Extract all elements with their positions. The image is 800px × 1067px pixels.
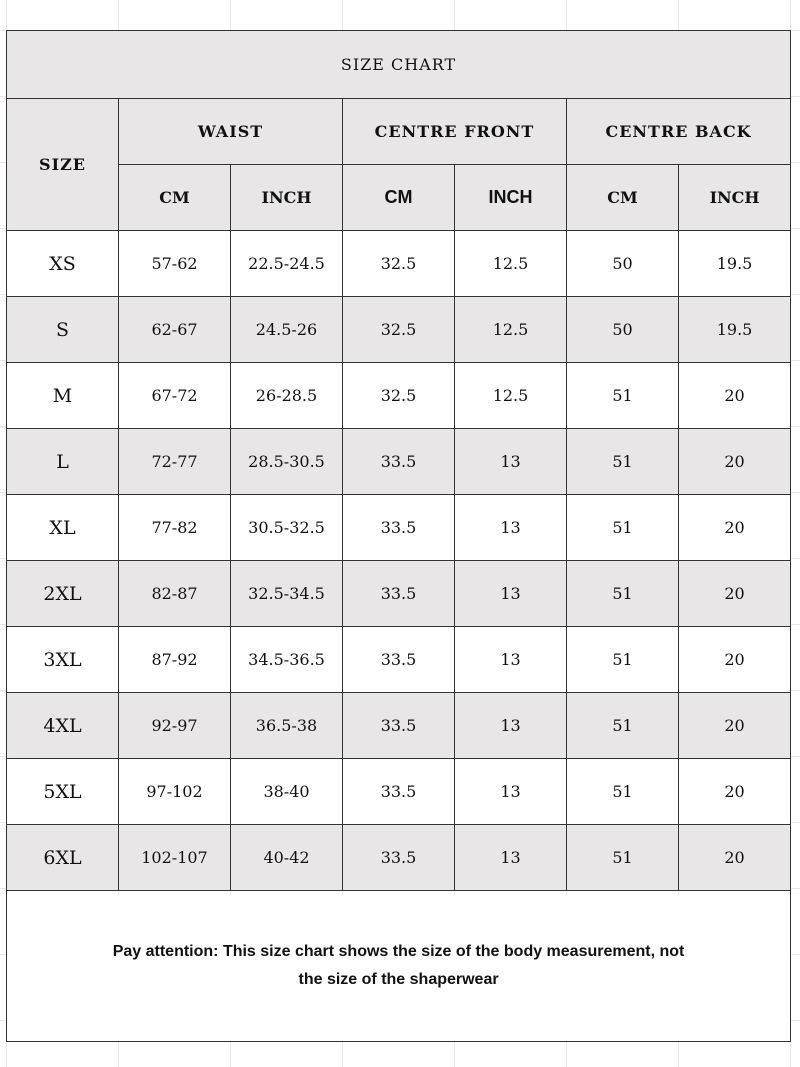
waist-inch-cell: 40-42	[231, 825, 343, 891]
front-inch-cell: 13	[455, 627, 567, 693]
waist-inch-cell: 22.5-24.5	[231, 231, 343, 297]
waist-cm-cell: 67-72	[119, 363, 231, 429]
attention-note	[7, 891, 791, 1042]
waist-cm-cell: 87-92	[119, 627, 231, 693]
note-row	[7, 891, 791, 1042]
size-cell: S	[7, 297, 119, 363]
title-row	[7, 31, 791, 99]
back-cm-cell: 51	[567, 825, 679, 891]
back-inch-cell: 20	[679, 825, 791, 891]
back-cm-cell: 51	[567, 627, 679, 693]
front-inch-cell: 13	[455, 693, 567, 759]
note-line-1: Pay attention: This size chart shows the size of the body measurement, not	[112, 943, 685, 960]
front-cm-cell: 33.5	[343, 561, 455, 627]
waist-inch-cell: 36.5-38	[231, 693, 343, 759]
waist-inch-cell: 34.5-36.5	[231, 627, 343, 693]
size-chart-table	[6, 30, 791, 1042]
table-row	[7, 825, 791, 891]
note-line-2: the size of the shaperwear	[298, 971, 499, 988]
chart-title: SIZE CHART	[7, 31, 791, 99]
front-cm-cell: 33.5	[343, 693, 455, 759]
size-cell: 2XL	[7, 561, 119, 627]
size-cell: 4XL	[7, 693, 119, 759]
size-cell: XL	[7, 495, 119, 561]
waist-cm-cell: 62-67	[119, 297, 231, 363]
front-inch-cell: 13	[455, 759, 567, 825]
front-cm-cell: 33.5	[343, 627, 455, 693]
table-row	[7, 363, 791, 429]
waist-cm-cell: 72-77	[119, 429, 231, 495]
waist-cm-cell: 57-62	[119, 231, 231, 297]
size-cell: XS	[7, 231, 119, 297]
waist-inch-header: INCH	[231, 165, 343, 231]
front-cm-cell: 33.5	[343, 495, 455, 561]
size-cell: 6XL	[7, 825, 119, 891]
size-cell: L	[7, 429, 119, 495]
front-inch-cell: 12.5	[455, 297, 567, 363]
front-inch-cell: 13	[455, 495, 567, 561]
front-cm-cell: 32.5	[343, 297, 455, 363]
table-row	[7, 693, 791, 759]
back-inch-cell: 20	[679, 561, 791, 627]
waist-inch-cell: 28.5-30.5	[231, 429, 343, 495]
waist-header: WAIST	[119, 99, 343, 165]
back-cm-cell: 51	[567, 759, 679, 825]
back-cm-cell: 51	[567, 495, 679, 561]
front-cm-cell: 33.5	[343, 429, 455, 495]
waist-cm-cell: 102-107	[119, 825, 231, 891]
back-cm-cell: 51	[567, 429, 679, 495]
table-row	[7, 297, 791, 363]
back-cm-cell: 50	[567, 231, 679, 297]
waist-inch-cell: 38-40	[231, 759, 343, 825]
back-inch-cell: 19.5	[679, 231, 791, 297]
table-row	[7, 627, 791, 693]
centre-back-header: CENTRE BACK	[567, 99, 791, 165]
waist-cm-header: CM	[119, 165, 231, 231]
back-cm-cell: 50	[567, 297, 679, 363]
front-inch-cell: 12.5	[455, 231, 567, 297]
centre-front-header: CENTRE FRONT	[343, 99, 567, 165]
front-cm-cell: 33.5	[343, 825, 455, 891]
table-row	[7, 759, 791, 825]
back-cm-cell: 51	[567, 693, 679, 759]
waist-cm-cell: 92-97	[119, 693, 231, 759]
back-inch-cell: 19.5	[679, 297, 791, 363]
back-cm-cell: 51	[567, 363, 679, 429]
waist-inch-cell: 24.5-26	[231, 297, 343, 363]
back-inch-cell: 20	[679, 429, 791, 495]
front-inch-header: INCH	[455, 165, 567, 231]
waist-cm-cell: 82-87	[119, 561, 231, 627]
front-cm-cell: 32.5	[343, 231, 455, 297]
table-row	[7, 561, 791, 627]
waist-inch-cell: 30.5-32.5	[231, 495, 343, 561]
waist-cm-cell: 77-82	[119, 495, 231, 561]
table-row	[7, 495, 791, 561]
back-inch-cell: 20	[679, 759, 791, 825]
table-row	[7, 231, 791, 297]
front-inch-cell: 13	[455, 825, 567, 891]
front-cm-cell: 32.5	[343, 363, 455, 429]
front-inch-cell: 13	[455, 561, 567, 627]
front-cm-cell: 33.5	[343, 759, 455, 825]
table-row	[7, 429, 791, 495]
back-inch-cell: 20	[679, 495, 791, 561]
size-cell: 3XL	[7, 627, 119, 693]
waist-inch-cell: 32.5-34.5	[231, 561, 343, 627]
back-inch-cell: 20	[679, 627, 791, 693]
back-inch-cell: 20	[679, 693, 791, 759]
size-cell: 5XL	[7, 759, 119, 825]
front-cm-header: CM	[343, 165, 455, 231]
back-inch-cell: 20	[679, 363, 791, 429]
waist-cm-cell: 97-102	[119, 759, 231, 825]
back-cm-header: CM	[567, 165, 679, 231]
group-header-row	[7, 99, 791, 165]
size-cell: M	[7, 363, 119, 429]
waist-inch-cell: 26-28.5	[231, 363, 343, 429]
back-inch-header: INCH	[679, 165, 791, 231]
front-inch-cell: 13	[455, 429, 567, 495]
front-inch-cell: 12.5	[455, 363, 567, 429]
back-cm-cell: 51	[567, 561, 679, 627]
size-column-header: SIZE	[7, 99, 119, 231]
unit-header-row	[7, 165, 791, 231]
